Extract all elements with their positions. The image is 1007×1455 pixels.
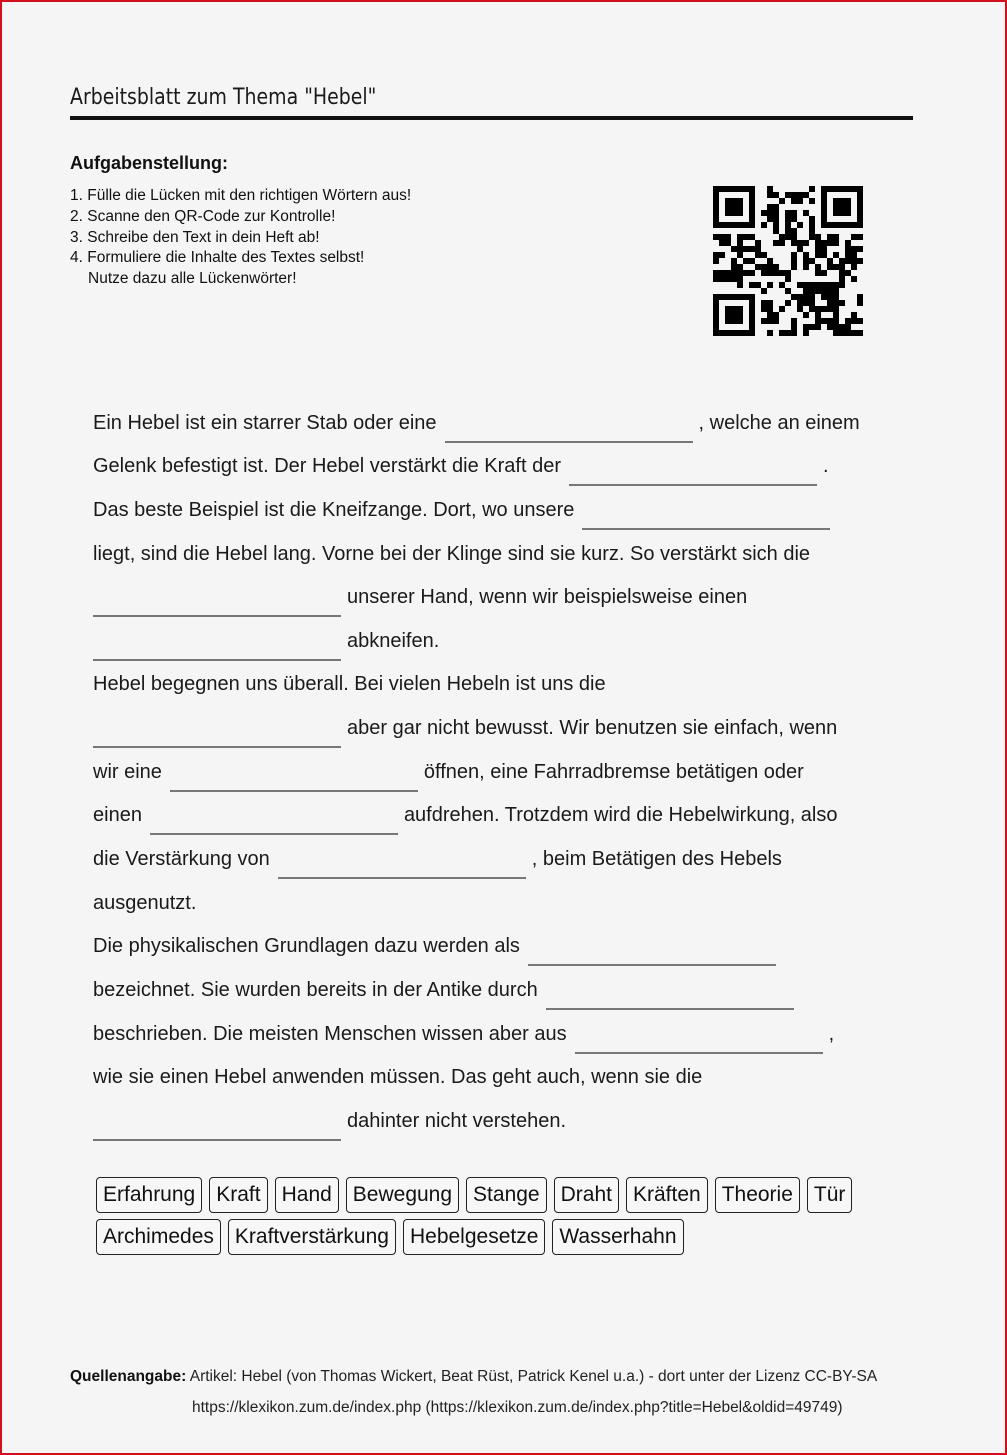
text-segment: bezeichnet. Sie wurden bereits in der Antike durch xyxy=(93,978,538,1001)
word-bank-item: Stange xyxy=(466,1177,547,1213)
text-segment: einen xyxy=(93,804,142,827)
text-line xyxy=(93,966,903,1010)
text-segment: Ein Hebel ist ein starrer Stab oder eine xyxy=(93,411,437,434)
text-line xyxy=(93,574,903,618)
text-segment: Das beste Beispiel ist die Kneifzange. Dort, wo unsere xyxy=(93,498,575,521)
word-bank xyxy=(96,1177,896,1261)
text-line xyxy=(93,1054,903,1098)
word-bank-item: Kraft xyxy=(209,1177,267,1213)
task-list xyxy=(70,186,411,290)
text-line xyxy=(93,443,903,487)
text-segment: wie sie einen Hebel anwenden müssen. Das geht auch, wenn sie die xyxy=(93,1066,703,1089)
text-segment: beschrieben. Die meisten Menschen wissen aber aus xyxy=(93,1022,567,1045)
qr-code-icon[interactable] xyxy=(713,186,863,336)
word-bank-item: Draht xyxy=(554,1177,619,1213)
answer-blank[interactable] xyxy=(93,1139,341,1141)
task-item: 3. Schreibe den Text in dein Heft ab! xyxy=(70,228,320,246)
text-segment: wir eine xyxy=(93,760,162,783)
task-item: 2. Scanne den QR-Code zur Kontrolle! xyxy=(70,207,336,225)
text-segment: Hebel begegnen uns überall. Bei vielen Hebeln ist uns die xyxy=(93,673,606,696)
word-bank-item: Theorie xyxy=(715,1177,800,1213)
word-bank-item: Hand xyxy=(275,1177,339,1213)
word-bank-item: Archimedes xyxy=(96,1219,221,1255)
text-segment: liegt, sind die Hebel lang. Vorne bei der Klinge sind sie kurz. So verstärkt sich die xyxy=(93,542,811,565)
text-segment: die Verstärkung von xyxy=(93,848,270,871)
text-segment: aber gar nicht bewusst. Wir benutzen sie einfach, wenn xyxy=(347,717,838,740)
text-line xyxy=(93,792,903,836)
text-line xyxy=(93,617,903,661)
text-segment: Gelenk befestigt ist. Der Hebel verstärkt die Kraft der xyxy=(93,455,561,478)
text-segment: , beim Betätigen des Hebels xyxy=(531,848,782,871)
text-line xyxy=(93,835,903,879)
text-segment: öffnen, eine Fahrradbremse betätigen oder xyxy=(423,760,804,783)
text-line xyxy=(93,748,903,792)
text-segment: ausgenutzt. xyxy=(93,891,197,914)
text-segment: . xyxy=(822,455,829,478)
word-bank-item: Kraftverstärkung xyxy=(228,1219,396,1255)
text-segment: , welche an einem xyxy=(698,411,860,434)
word-bank-item: Wasserhahn xyxy=(552,1219,683,1255)
page-title: Arbeitsblatt zum Thema "Hebel" xyxy=(70,85,377,110)
text-segment: abkneifen. xyxy=(347,629,440,652)
text-segment: unserer Hand, wenn wir beispielsweise einen xyxy=(347,586,748,609)
text-line xyxy=(93,486,903,530)
task-item: 1. Fülle die Lücken mit den richtigen Wörtern aus! xyxy=(70,187,412,204)
word-bank-item: Erfahrung xyxy=(96,1177,202,1213)
task-item: Nutze dazu alle Lückenwörter! xyxy=(88,270,297,288)
word-bank-row xyxy=(96,1219,896,1255)
text-line xyxy=(93,923,903,967)
source-url[interactable]: https://klexikon.zum.de/index.php (https://klexikon.zum.de/index.php?title=Hebel&oldid=49749) xyxy=(192,1399,843,1416)
word-bank-item: Tür xyxy=(807,1177,853,1213)
text-line xyxy=(93,879,903,923)
text-line xyxy=(93,704,903,748)
source-label: Quellenangabe: xyxy=(70,1368,187,1385)
text-line xyxy=(93,1010,903,1054)
task-heading: Aufgabenstellung: xyxy=(70,153,228,173)
text-segment: Die physikalischen Grundlagen dazu werden als xyxy=(93,935,520,958)
word-bank-row xyxy=(96,1177,896,1213)
text-line xyxy=(93,1097,903,1141)
cloze-text xyxy=(93,399,903,1141)
word-bank-item: Bewegung xyxy=(346,1177,459,1213)
source-note xyxy=(70,1368,877,1386)
text-segment: aufdrehen. Trotzdem wird die Hebelwirkung, also xyxy=(403,804,838,827)
text-line xyxy=(93,530,903,574)
word-bank-item: Hebelgesetze xyxy=(403,1219,545,1255)
source-text: Artikel: Hebel (von Thomas Wickert, Beat Rüst, Patrick Kenel u.a.) - dort unter der Lizenz CC-BY-SA xyxy=(186,1368,878,1385)
text-segment: dahinter nicht verstehen. xyxy=(347,1109,567,1132)
text-segment: , xyxy=(828,1022,835,1045)
title-divider xyxy=(70,116,913,120)
word-bank-item: Kräften xyxy=(626,1177,708,1213)
task-item: 4. Formuliere die Inhalte des Textes selbst! xyxy=(70,249,365,267)
text-line xyxy=(93,661,903,705)
text-line xyxy=(93,399,903,443)
